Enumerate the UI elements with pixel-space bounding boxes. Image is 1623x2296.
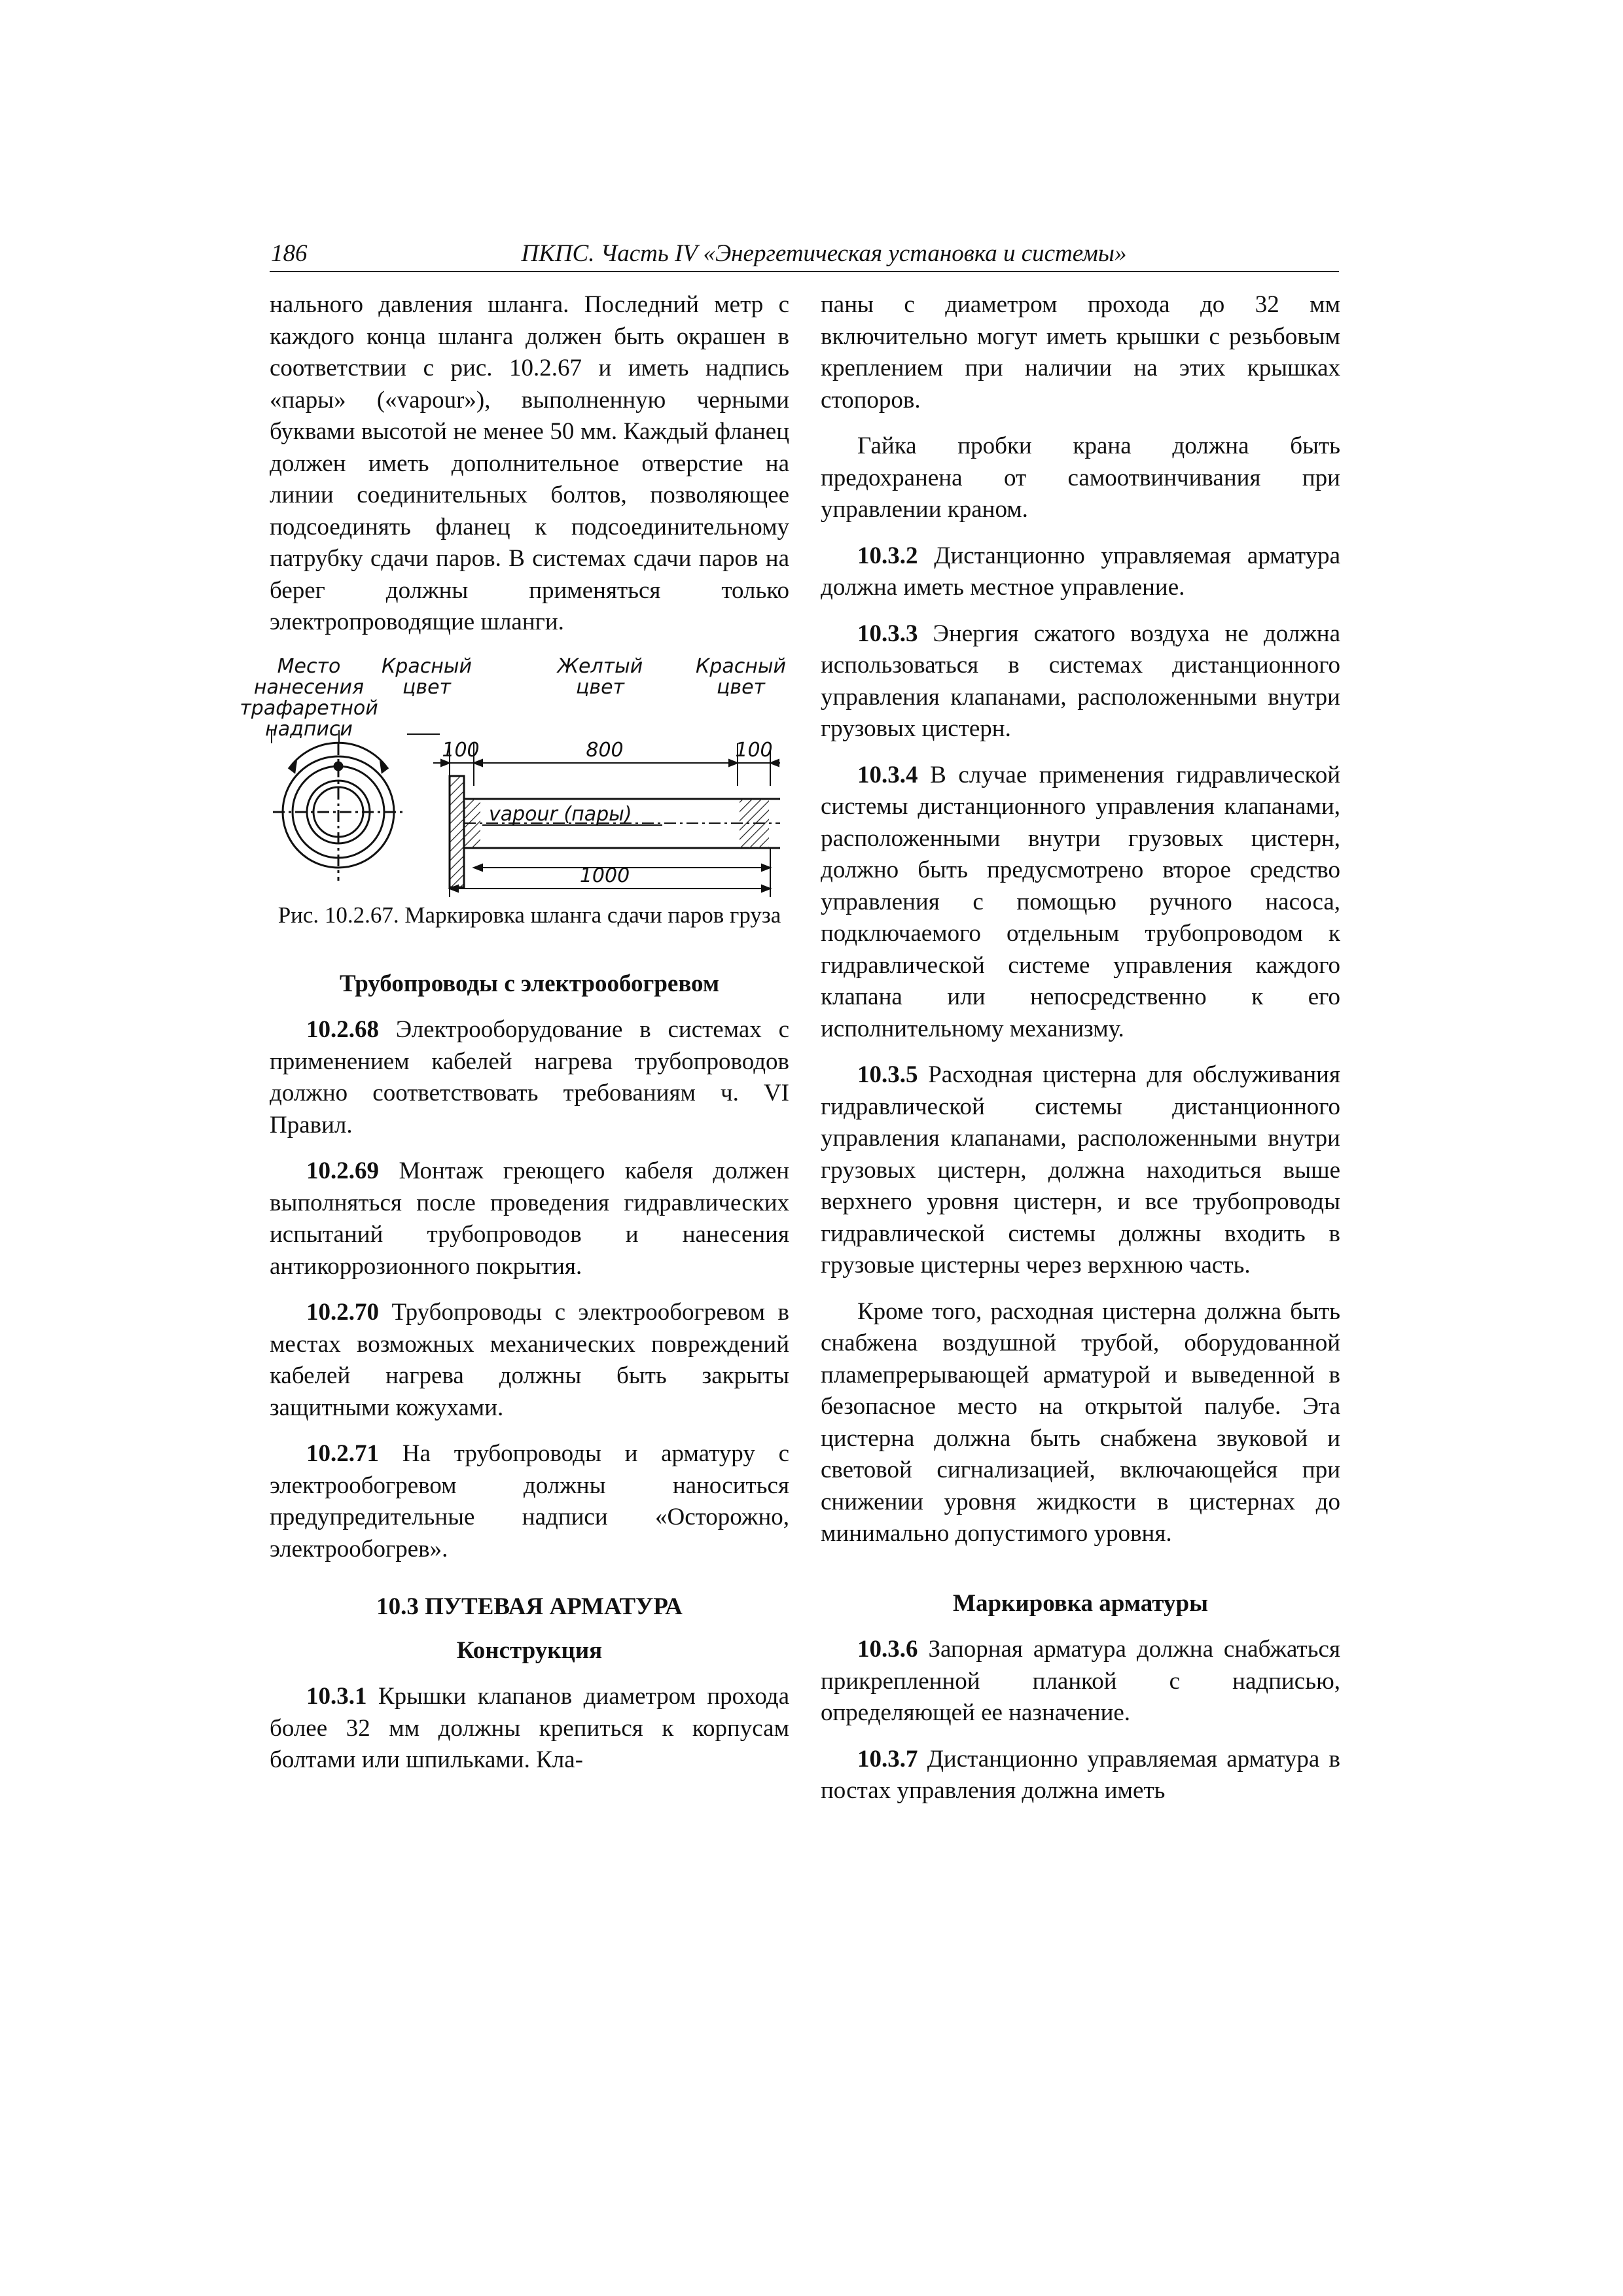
label-red-1b: цвет [402,675,452,699]
clause-number-10-3-7: 10.3.7 [857,1745,918,1773]
flange-profile [450,776,464,887]
label-red-1a: Красный [381,654,473,678]
clause-10-3-6: Запорная арматура должна снабжаться прикрепленной планкой с надписью, определяющей ее назначение. [821,1636,1340,1726]
label-place-2: нанесения [253,675,365,699]
label-yellow-a: Желтый [557,654,643,678]
clause-10-3-5: Расходная цистерна для обслуживания гидравлической системы дистанционного управления клапанами, расположенными внутри грузовых цистерн, должна находиться выше верхнего уровня цистерн, и все трубопроводы гидравлической системы должны входить в грузовые цистерны через верхнюю часть. [821,1061,1341,1279]
clause-number-10-2-70: 10.2.70 [306,1299,379,1326]
label-red-2b: цвет [716,675,766,699]
figure-caption: Рис. 10.2.67. Маркировка шланга сдачи паров груза [277,902,781,928]
clause-10-3-1: Крышки клапанов диаметром прохода более 32 мм должны крепиться к корпусам болтами или шпильками. Кла- [270,1683,790,1773]
clause-number-10-2-68: 10.2.68 [306,1016,379,1043]
dim-left: 100 [442,738,480,762]
clause-10-3-4: В случае применения гидравлической системы дистанционного управления клапанами, расположенными внутри грузовых цистерн, должно быть предусмотрено второе средство управления с помощью ручного насоса, подключаемого отдельным трубопроводом к гидравлической системе управления каждого клапана или непосредственно к его исполнительному механизму. [821,761,1341,1042]
hose-stencil-text: vapour (пары) [489,802,632,826]
label-place-1: Место [277,654,341,678]
paragraph-intro: нального давления шланга. Последний метр с каждого конца шланга должен быть окрашен в соответствии с рис. 10.2.67 и иметь надпись «пары» («vapour»), выполненную черными буквами высотой не менее 50 мм. Каждый фланец должен иметь дополнительное отверстие на линии соединительных болтов, позволяющее подсоединять фланец к подсоединительному патрубку сдачи паров. В системах сдачи паров на берег должны применяться только электропроводящие шланги. [270,291,789,635]
clause-number-10-3-6: 10.3.6 [857,1636,918,1663]
paragraph-nut: Гайка пробки крана должна быть предохранена от самоотвинчивания при управлении краном. [821,433,1340,523]
subheading-design: Конструкция [456,1636,603,1664]
clause-number-10-3-1: 10.3.1 [306,1683,367,1710]
figure-hose-marking [240,652,789,900]
label-place-3: трафаретной [240,696,378,720]
clause-10-3-2: Дистанционно управляемая арматура должна иметь местное управление. [821,542,1340,601]
clause-10-2-70: Трубопроводы с электрообогревом в местах возможных механических повреждений кабелей нагрева должны быть закрыты защитными кожухами. [270,1299,789,1421]
clause-number-10-2-71: 10.2.71 [306,1440,379,1467]
paragraph-besides: Кроме того, расходная цистерна должна быть снабжена воздушной трубой, оборудованной пламепрерывающей арматурой и выведенной в безопасное место на открытой палубе. Эта цистерна должна быть снабжена звуковой и световой сигнализацией, включающейся при снижении уровня жидкости в цистернах до минимально допустимого уровня. [821,1298,1340,1547]
left-column [240,289,790,1776]
dim-total: 1000 [579,864,630,887]
clause-10-2-71: На трубопроводы и арматуру с электрообогревом должны наноситься предупредительные надписи «Осторожно, электрообогрев». [270,1440,790,1563]
clause-10-2-69: Монтаж греющего кабеля должен выполняться после проведения гидравлических испытаний трубопроводов и нанесения антикоррозионного покрытия. [270,1157,790,1280]
running-header [270,237,1339,272]
label-red-2a: Красный [695,654,787,678]
clause-number-10-3-2: 10.3.2 [857,542,918,569]
page-number: 186 [271,240,308,267]
subheading-electric-heating: Трубопроводы с электрообогревом [339,970,720,997]
clause-10-3-7: Дистанционно управляемая арматура в постах управления должна иметь [821,1745,1340,1804]
clause-10-3-3: Энергия сжатого воздуха не должна использоваться в системах дистанционного управления клапанами, расположенными внутри грузовых цистерн. [821,620,1340,742]
section-heading-10-3: 10.3 ПУТЕВАЯ АРМАТУРА [376,1593,683,1620]
clause-10-2-68: Электрооборудование в системах с применением кабелей нагрева трубопроводов должно соответствовать требованиям ч. VI Правил. [270,1016,789,1139]
clause-number-10-3-4: 10.3.4 [857,761,918,788]
dim-right: 100 [735,738,773,762]
label-yellow-b: цвет [575,675,625,699]
clause-number-10-3-3: 10.3.3 [857,620,918,647]
clause-number-10-2-69: 10.2.69 [306,1157,379,1184]
hose-marking-drawing [240,652,789,900]
right-column [821,289,1340,1807]
label-place-4: надписи [265,717,353,741]
paragraph-continuation: паны с диаметром прохода до 32 мм включительно могут иметь крышки с резьбовым креплением при наличии на этих крышках стопоров. [821,291,1340,414]
running-title: ПКПС. Часть IV «Энергетическая установка и системы» [521,240,1127,267]
subheading-valve-marking: Маркировка арматуры [953,1589,1208,1617]
clause-number-10-3-5: 10.3.5 [857,1061,918,1088]
dim-mid: 800 [586,738,624,762]
